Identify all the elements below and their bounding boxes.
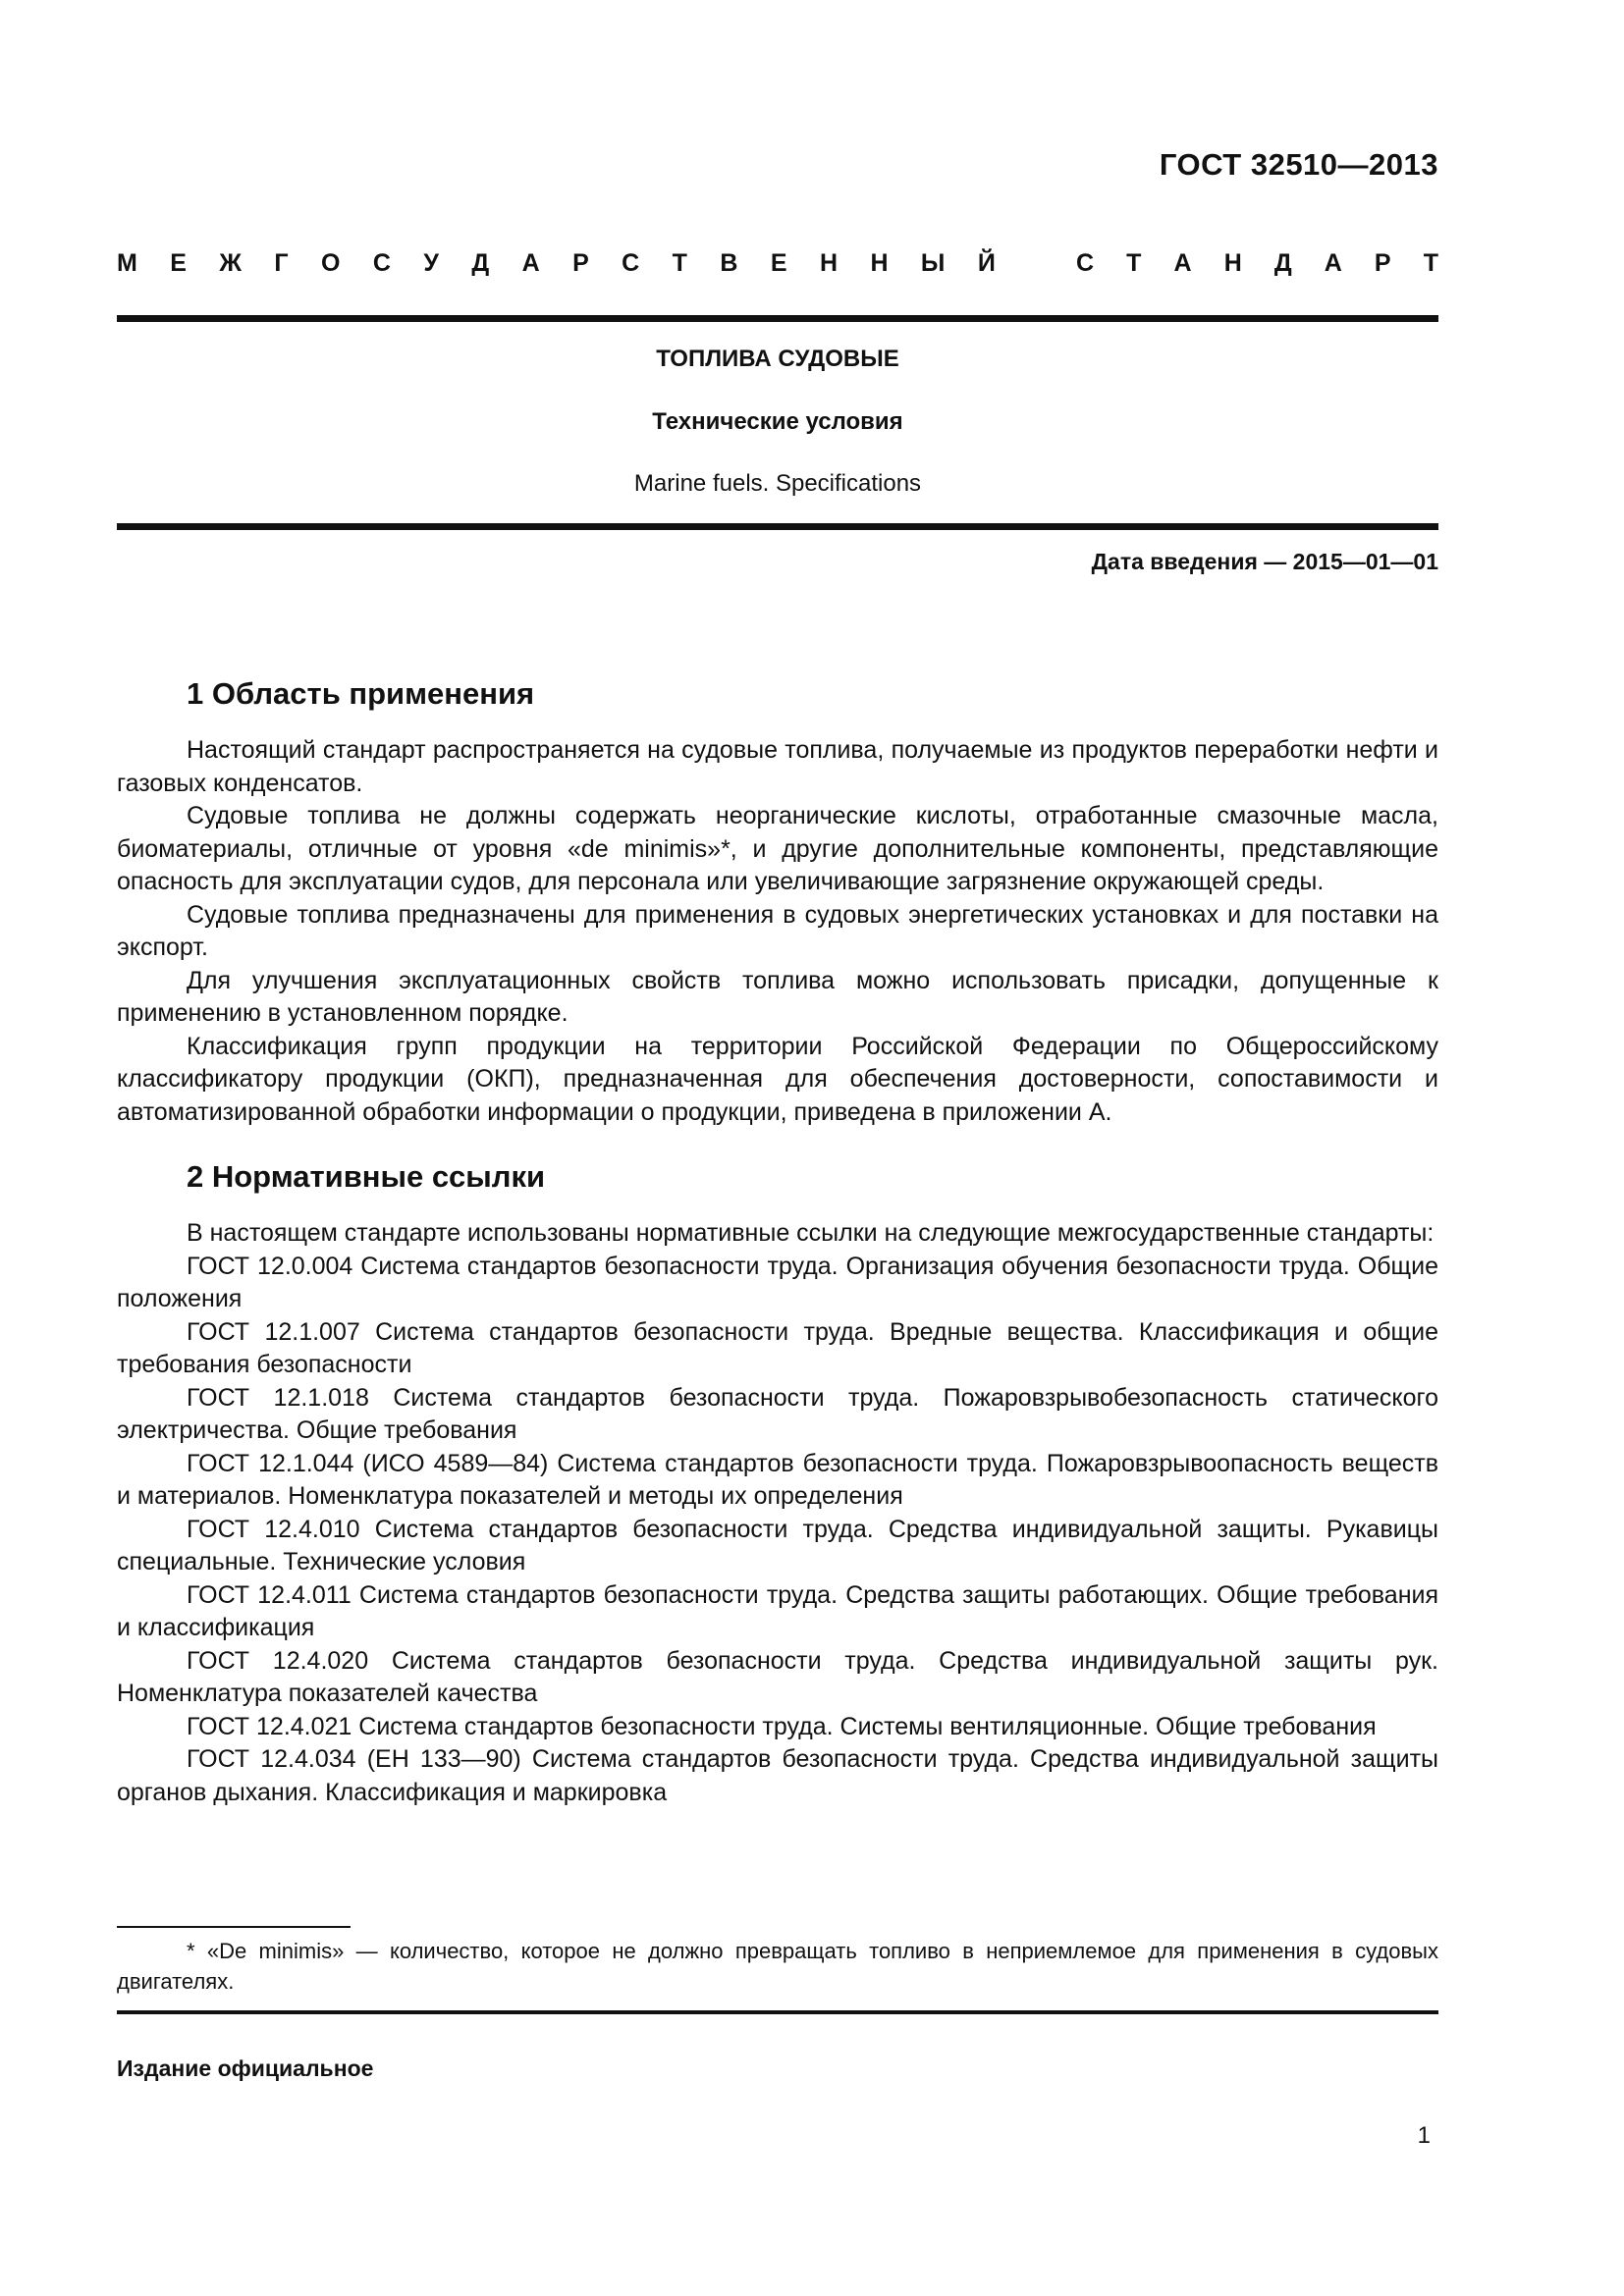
letter: Т (672, 249, 687, 277)
letter: Т (1423, 249, 1438, 277)
paragraph: Настоящий стандарт распространяется на судовые топлива, получаемые из продуктов переработки нефти и газовых конденсатов. (117, 736, 1438, 797)
reference-item: ГОСТ 12.4.021 Система стандартов безопасности труда. Системы вентиляционные. Общие требования (187, 1712, 1377, 1740)
reference-item: ГОСТ 12.4.034 (ЕН 133—90) Система стандартов безопасности труда. Средства индивидуальной защиты органов дыхания. Классификация и маркировка (117, 1745, 1438, 1806)
letter: А (1173, 249, 1192, 277)
letter: Т (1126, 249, 1142, 277)
paragraph: Судовые топлива не должны содержать неорганические кислоты, отработанные смазочные масла, биоматериалы, отличные от уровня «de minimis»*, и другие дополнительные компоненты, представляющие опасность для эксплуатации судов, для персонала или увеличивающие загрязнение окружающей среды. (117, 802, 1438, 895)
letter: Н (1223, 249, 1242, 277)
footnote-text: * «De minimis» — количество, которое не должно превращать топливо в неприемлемое для применения в судовых двигателях. (117, 1939, 1438, 1994)
letter: С (1076, 249, 1095, 277)
letter: М (117, 249, 137, 277)
letter: Д (471, 249, 490, 277)
reference-item: ГОСТ 12.1.044 (ИСО 4589—84) Система стандартов безопасности труда. Пожаровзрывоопасность веществ и материалов. Номенклатура показателей и методы их определения (117, 1449, 1438, 1510)
paragraph: В настоящем стандарте использованы нормативные ссылки на следующие межгосударственные стандарты: (187, 1219, 1435, 1247)
letter: С (622, 249, 640, 277)
letter: Е (770, 249, 787, 277)
introduction-date: Дата введения — 2015—01—01 (1091, 549, 1438, 574)
document-body (117, 675, 1438, 1809)
edition-label: Издание официальное (117, 2056, 374, 2081)
letter: Д (1273, 249, 1292, 277)
letter: Й (977, 249, 996, 277)
document-page (117, 0, 1438, 2296)
reference-item: ГОСТ 12.4.020 Система стандартов безопасности труда. Средства индивидуальной защиты рук. Номенклатура показателей качества (117, 1646, 1438, 1707)
standard-type-word-interstate (117, 249, 996, 278)
title-divider (117, 523, 1438, 530)
section-heading-normative-references: 2 Нормативные ссылки (187, 1159, 546, 1194)
paragraph: Судовые топлива предназначены для применения в судовых энергетических установках и для поставки на экспорт. (117, 900, 1438, 961)
section-heading-scope: 1 Область применения (187, 676, 535, 711)
letter: Ы (920, 249, 946, 277)
reference-item: ГОСТ 12.1.018 Система стандартов безопасности труда. Пожаровзрывобезопасность статического электричества. Общие требования (117, 1383, 1438, 1444)
paragraph: Классификация групп продукции на территории Российской Федерации по Общероссийскому классификатору продукции (ОКП), предназначенная для обеспечения достоверности, сопоставимости и автоматизированной обработки информации о продукции, приведена в приложении А. (117, 1032, 1438, 1126)
paragraph: Для улучшения эксплуатационных свойств топлива можно использовать присадки, допущенные к применению в установленном порядке. (117, 966, 1438, 1027)
footnote (117, 1936, 1438, 1997)
reference-item: ГОСТ 12.4.010 Система стандартов безопасности труда. Средства индивидуальной защиты. Рукавицы специальные. Технические условия (117, 1515, 1438, 1575)
page-number: 1 (1417, 2122, 1431, 2149)
top-divider (117, 315, 1438, 322)
bottom-divider (117, 2010, 1438, 2014)
footnote-separator (117, 1926, 351, 1928)
standard-type-line (117, 249, 1438, 278)
letter: Н (819, 249, 839, 277)
letter: Р (1374, 249, 1391, 277)
letter: О (321, 249, 341, 277)
document-title: ТОПЛИВА СУДОВЫЕ (656, 346, 899, 372)
standard-type-word-standard (1076, 249, 1438, 278)
document-code: ГОСТ 32510—2013 (1159, 147, 1438, 182)
letter: Е (170, 249, 187, 277)
letter: У (423, 249, 439, 277)
reference-item: ГОСТ 12.4.011 Система стандартов безопасности труда. Средства защиты работающих. Общие требования и классификация (117, 1580, 1438, 1641)
letter: Г (274, 249, 289, 277)
letter: Н (870, 249, 889, 277)
letter: В (720, 249, 738, 277)
document-subtitle: Технические условия (652, 408, 903, 435)
letter: А (1324, 249, 1342, 277)
letter: С (372, 249, 391, 277)
reference-item: ГОСТ 12.0.004 Система стандартов безопасности труда. Организация обучения безопасности труда. Общие положения (117, 1252, 1438, 1312)
document-title-english: Marine fuels. Specifications (633, 470, 922, 497)
reference-item: ГОСТ 12.1.007 Система стандартов безопасности труда. Вредные вещества. Классификация и общие требования безопасности (117, 1317, 1438, 1378)
letter: Р (572, 249, 589, 277)
letter: Ж (219, 249, 242, 277)
letter: А (521, 249, 540, 277)
